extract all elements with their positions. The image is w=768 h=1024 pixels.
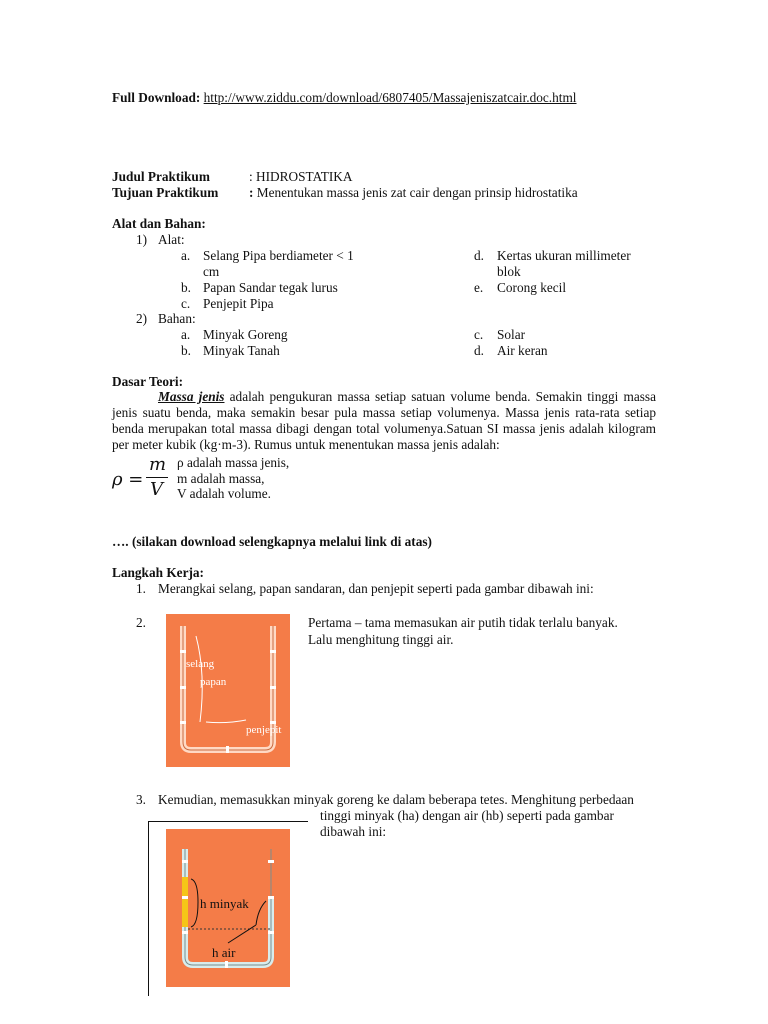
judul-label: Judul Praktikum bbox=[112, 169, 210, 184]
alat-item-a-letter: a. bbox=[181, 248, 191, 263]
formula-fraction-bar bbox=[146, 477, 168, 478]
step-3-number: 3. bbox=[136, 792, 146, 807]
teori-text: adalah pengukuran massa setiap satuan volume benda. Semakin tinggi massa jenis suatu benda, maka semakin besar pula massa setiap volumenya. Massa jenis rata-rata setiap benda merupakan total massa dibagi dengan total volumenya.Satuan SI massa jenis adalah kilogram per meter kubik (kg·m-3). Rumus untuk menentukan massa jenis adalah: bbox=[112, 389, 656, 452]
alat-label: Alat: bbox=[158, 232, 185, 247]
tujuan-label: Tujuan Praktikum bbox=[112, 185, 219, 200]
alat-item-e: Corong kecil bbox=[497, 280, 567, 295]
bahan-number: 2) bbox=[136, 311, 148, 326]
langkah-heading: Langkah Kerja: bbox=[112, 565, 204, 580]
formula-lhs: ρ = bbox=[112, 469, 144, 490]
alat-item-e-letter: e. bbox=[474, 280, 484, 295]
teori-heading: Dasar Teori: bbox=[112, 374, 184, 389]
alat-item-b-letter: b. bbox=[181, 280, 191, 295]
def-rho: ρ adalah massa jenis, bbox=[177, 455, 290, 470]
alat-number: 1) bbox=[136, 232, 148, 247]
bahan-label: Bahan: bbox=[158, 311, 196, 326]
alat-item-d-letter: d. bbox=[474, 248, 484, 263]
teori-paragraph bbox=[112, 389, 656, 453]
alat-bahan-heading: Alat dan Bahan: bbox=[112, 216, 206, 231]
bahan-item-d-letter: d. bbox=[474, 343, 484, 358]
label-papan: papan bbox=[200, 676, 227, 688]
step-2-number: 2. bbox=[136, 615, 146, 630]
download-link[interactable]: http://www.ziddu.com/download/6807405/Massajeniszatcair.doc.html bbox=[203, 90, 577, 105]
label-h-minyak: h minyak bbox=[200, 896, 249, 911]
alat-item-c-letter: c. bbox=[181, 296, 191, 311]
step-3-text: Kemudian, memasukkan minyak goreng ke dalam beberapa tetes. Menghitung perbedaan bbox=[158, 792, 634, 807]
alat-item-d: Kertas ukuran millimeter bbox=[497, 248, 631, 263]
step-2-text: Pertama – tama memasukan air putih tidak terlalu banyak. bbox=[308, 615, 618, 630]
tujuan-text: Menentukan massa jenis zat cair dengan prinsip hidrostatika bbox=[253, 185, 578, 200]
tujuan-colon: : bbox=[249, 185, 254, 200]
alat-item-d-cont: blok bbox=[497, 264, 521, 279]
def-m: m adalah massa, bbox=[177, 471, 265, 486]
alat-item-a-cont: cm bbox=[203, 264, 220, 279]
download-label: Full Download: bbox=[112, 90, 201, 105]
bahan-item-a: Minyak Goreng bbox=[203, 327, 288, 342]
def-v: V adalah volume. bbox=[177, 486, 271, 501]
bahan-item-d: Air keran bbox=[497, 343, 548, 358]
download-line bbox=[112, 90, 577, 106]
tujuan-value bbox=[249, 185, 578, 201]
bahan-item-a-letter: a. bbox=[181, 327, 191, 342]
step-1-number: 1. bbox=[136, 581, 146, 596]
setup-figure-2 bbox=[166, 829, 290, 987]
step-2-text-cont: Lalu menghitung tinggi air. bbox=[308, 632, 454, 647]
step-1-text: Merangkai selang, papan sandaran, dan penjepit seperti pada gambar dibawah ini: bbox=[158, 581, 594, 596]
step-3-text-cont2: dibawah ini: bbox=[320, 824, 387, 839]
alat-item-c: Penjepit Pipa bbox=[203, 296, 274, 311]
alat-item-a: Selang Pipa berdiameter < 1 bbox=[203, 248, 354, 263]
bahan-item-b-letter: b. bbox=[181, 343, 191, 358]
label-h-air: h air bbox=[212, 945, 236, 960]
label-selang: selang bbox=[186, 658, 215, 670]
step-3-text-cont: tinggi minyak (ha) dengan air (hb) seperti pada gambar bbox=[320, 808, 614, 823]
bahan-item-c: Solar bbox=[497, 327, 526, 342]
bahan-item-b: Minyak Tanah bbox=[203, 343, 280, 358]
judul-value: : HIDROSTATIKA bbox=[249, 169, 353, 184]
formula-numerator: m bbox=[149, 454, 167, 475]
setup-figure-1 bbox=[166, 614, 290, 767]
bahan-item-c-letter: c. bbox=[474, 327, 484, 342]
oil-column bbox=[182, 877, 188, 927]
teori-term: Massa jenis bbox=[158, 389, 225, 404]
download-notice: …. (silakan download selengkapnya melalui link di atas) bbox=[112, 534, 432, 549]
formula-denominator: V bbox=[150, 479, 163, 500]
label-penjepit: penjepit bbox=[246, 724, 282, 736]
alat-item-b: Papan Sandar tegak lurus bbox=[203, 280, 338, 295]
